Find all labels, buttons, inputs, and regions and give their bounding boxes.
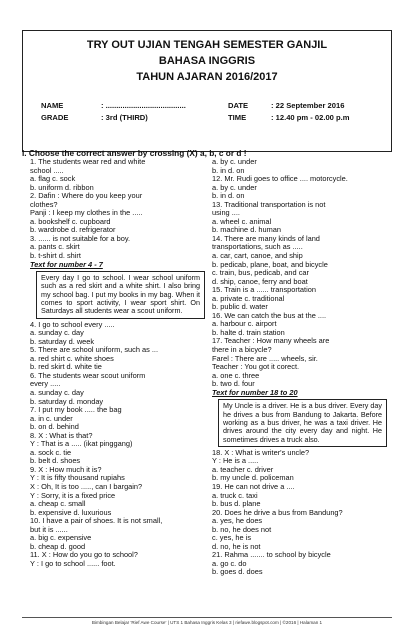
- reading-passage: My Uncle is a driver. He is a bus driver. Every day he drives a bus from Bandung to Jakarta. Before working as a bus driver, he was a taxi driver. He drives around the city every day and night. He sometimes drives a truck also.: [218, 399, 387, 446]
- question-line: b. on d. behind: [30, 423, 79, 432]
- time-value: : 12.40 pm - 02.00 p.m: [271, 113, 350, 122]
- grade-label: GRADE: [41, 113, 69, 122]
- title-line-1: TRY OUT UJIAN TENGAH SEMESTER GANJIL: [86, 39, 328, 51]
- question-line: there in a bicycle?: [212, 346, 272, 355]
- question-line: a. by c. under: [212, 158, 257, 166]
- question-line: a. truck c. taxi: [212, 491, 258, 500]
- question-line: Y : That is a ..... (ikat pinggang): [30, 440, 133, 449]
- question-line: b. wardrobe d. refrigerator: [30, 226, 116, 235]
- question-line: 11. X : How do you go to school?: [30, 551, 138, 560]
- question-line: 21. Rahma ....... to school by bicycle: [212, 551, 331, 560]
- question-line: 15. Train is a ...... transportation: [212, 286, 316, 295]
- reading-passage: Every day I go to school. I wear school uniform such as a red skirt and a white shirt. I also bring my school bag. I put my books in my bag. When it comes to sport activity, I wear sport shirt. On Saturdays all students wear a scout uniform.: [36, 271, 205, 318]
- question-line: b. saturday d. monday: [30, 397, 104, 406]
- question-line: Panji : I keep my clothes in the .....: [30, 209, 143, 218]
- question-line: 5. There are school uniform, such as ...: [30, 346, 159, 355]
- question-line: a. flag c. sock: [30, 175, 76, 184]
- question-line: b. saturday d. week: [30, 337, 95, 346]
- question-line: 2. Dafin : Where do you keep your: [30, 192, 143, 201]
- question-line: a. cheap c. small: [30, 500, 86, 509]
- question-line: Teacher : You got it corect.: [212, 363, 300, 372]
- question-line: 13. Traditional transportation is not: [212, 200, 326, 209]
- time-label: TIME: [228, 113, 247, 122]
- question-line: 17. Teacher : How many wheels are: [212, 337, 330, 346]
- question-line: a. red shirt c. white shoes: [30, 354, 114, 363]
- question-line: b. goes d. does: [212, 568, 263, 577]
- question-line: a. bookshelf c. cupboard: [30, 217, 111, 226]
- question-line: b. in d. on: [212, 166, 245, 175]
- question-line: b. pedicab, plane, boat, and bicycle: [212, 260, 328, 269]
- question-line: 7. I put my book ..... the bag: [30, 406, 122, 415]
- question-line: clothes?: [30, 200, 58, 209]
- question-line: b. belt d. shoes: [30, 457, 81, 466]
- name-label: NAME: [41, 101, 64, 110]
- question-line: b. in d. on: [212, 192, 245, 201]
- question-line: a. wheel c. animal: [212, 217, 272, 226]
- question-line: but it is ......: [30, 525, 68, 534]
- question-line: a. car, cart, canoe, and ship: [212, 252, 303, 261]
- question-line: transportations, such as .....: [212, 243, 303, 252]
- question-line: 20. Does he drive a bus from Bandung?: [212, 508, 343, 517]
- question-line: d. no, he is not: [212, 542, 261, 551]
- passage-heading: Text for number 18 to 20: [212, 388, 298, 397]
- question-line: b. my uncle d. policeman: [212, 474, 294, 483]
- question-line: every .....: [30, 380, 61, 389]
- question-line: X : Oh, It is too ....., can I bargain?: [30, 482, 143, 491]
- question-line: c. yes, he is: [212, 534, 252, 543]
- question-line: a. pants c. skirt: [30, 243, 80, 252]
- question-line: school .....: [30, 166, 64, 175]
- question-line: a. by c. under: [212, 183, 257, 192]
- question-line: b. halte d. train station: [212, 328, 285, 337]
- question-line: 14. There are many kinds of land: [212, 234, 320, 243]
- question-line: 16. We can catch the bus at the ....: [212, 311, 327, 320]
- question-line: using ....: [212, 209, 240, 218]
- question-line: a. private c. traditional: [212, 294, 285, 303]
- question-line: b. cheap d. good: [30, 542, 86, 551]
- page-footer: Bimbingan Belajar 'Rief Awe Course' | UTS 1 Bahasa Inggris Kelas 3 | riefawe.blogspot.com | ©2016 | Halaman 1: [22, 617, 392, 626]
- question-line: Y : It is fifty thousand rupiahs: [30, 474, 125, 483]
- question-line: a. big c. expensive: [30, 534, 92, 543]
- question-line: a. go c. do: [212, 559, 247, 568]
- date-label: DATE: [228, 101, 249, 110]
- question-line: a. yes, he does: [212, 517, 263, 526]
- question-line: Y : I go to school ...... foot.: [30, 559, 116, 568]
- question-line: a. teacher c. driver: [212, 465, 274, 474]
- question-line: b. two d. four: [212, 380, 255, 389]
- question-line: 12. Mr. Rudi goes to office .... motorcycle.: [212, 175, 348, 184]
- title-line-3: TAHUN AJARAN 2016/2017: [136, 71, 278, 83]
- title-line-2: BAHASA INGGRIS: [158, 55, 256, 67]
- question-line: b. no, he does not: [212, 525, 272, 534]
- question-line: 4. I go to school every .....: [30, 320, 115, 329]
- question-line: 18. X : What is writer's uncle?: [212, 448, 310, 457]
- question-line: b. public d. water: [212, 303, 268, 312]
- question-line: 3. ...... is not suitable for a boy.: [30, 234, 131, 243]
- question-line: 6. The students wear scout uniform: [30, 371, 146, 380]
- date-value: : 22 September 2016: [271, 101, 345, 110]
- question-line: d. ship, canoe, ferry and boat: [212, 277, 308, 286]
- question-line: 1. The students wear red and white: [30, 158, 146, 166]
- question-line: Farel : There are ..... wheels, sir.: [212, 354, 318, 363]
- left-question-column: [30, 158, 205, 568]
- exam-header: [22, 30, 392, 152]
- question-line: 19. He can not drive a ....: [212, 482, 295, 491]
- question-line: b. expensive d. luxurious: [30, 508, 112, 517]
- grade-value: : 3rd (THIRD): [101, 113, 148, 122]
- name-value: : ......................................: [101, 101, 186, 110]
- question-line: b. bus d. plane: [212, 500, 261, 509]
- question-line: 9. X : How much it is?: [30, 465, 102, 474]
- question-line: Y : Sorry, it is a fixed price: [30, 491, 116, 500]
- passage-heading: Text for number 4 - 7: [30, 260, 103, 269]
- question-line: a. sunday c. day: [30, 388, 84, 397]
- question-line: b. red skirt d. white tie: [30, 363, 102, 372]
- question-line: a. sunday c. day: [30, 329, 84, 338]
- question-line: c. train, bus, pedicab, and car: [212, 269, 309, 278]
- question-line: 8. X : What is that?: [30, 431, 93, 440]
- question-line: b. machine d. human: [212, 226, 282, 235]
- question-line: a. in c. under: [30, 414, 73, 423]
- section-instruction: I. Choose the correct answer by crossing (X) a, b, c or d !: [22, 148, 247, 158]
- question-line: b. t-shirt d. shirt: [30, 252, 81, 261]
- question-line: Y : He is a .....: [212, 457, 259, 466]
- right-question-column: [212, 158, 387, 577]
- question-line: a. harbour c. airport: [212, 320, 277, 329]
- question-line: a. sock c. tie: [30, 448, 72, 457]
- question-line: b. uniform d. ribbon: [30, 183, 94, 192]
- question-line: 10. I have a pair of shoes. It is not small,: [30, 517, 163, 526]
- question-line: a. one c. three: [212, 371, 260, 380]
